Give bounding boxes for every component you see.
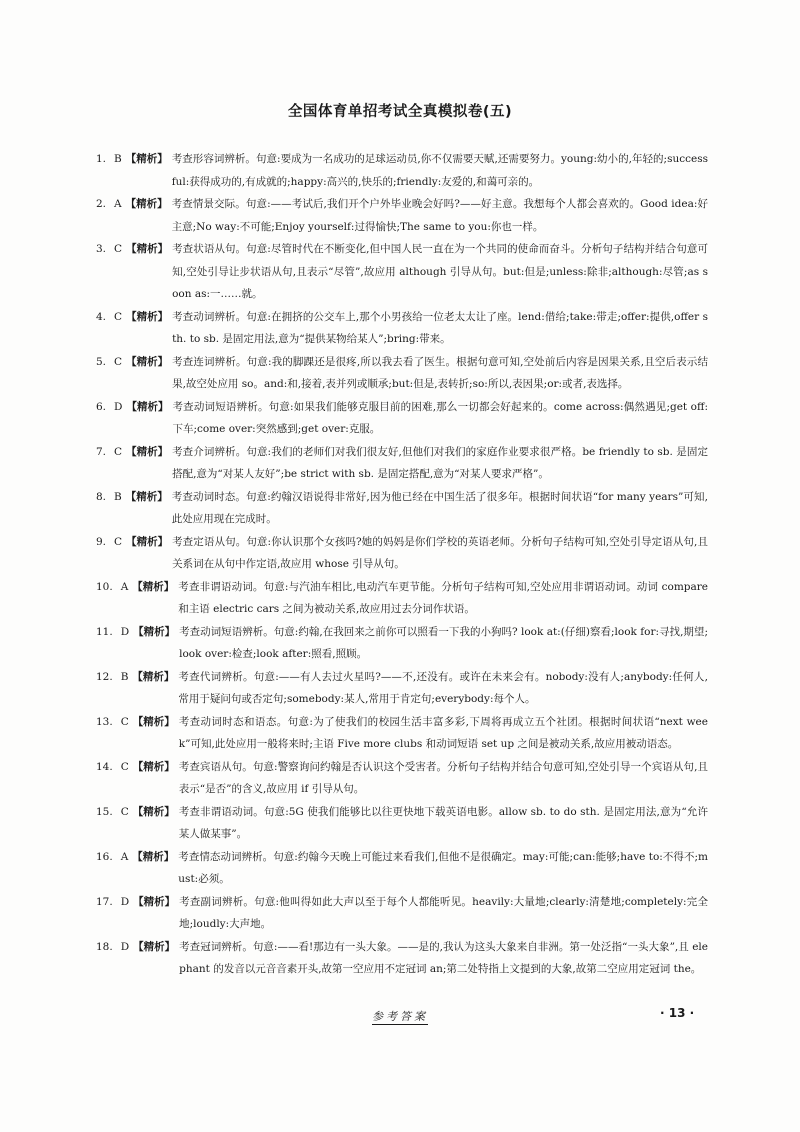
answer-item xyxy=(96,576,708,621)
answer-key: B xyxy=(114,153,122,165)
analysis-tag: 【精析】 xyxy=(132,715,175,728)
answer-number xyxy=(96,801,175,824)
answer-number xyxy=(96,396,168,419)
answer-number xyxy=(96,621,175,644)
answer-key: C xyxy=(114,243,123,255)
analysis-text: 考查形容词辨析。句意:要成为一名成功的足球运动员,你不仅需要天赋,还需要努力。young:幼小的,年轻的;successful:获得成功的,有成就的;happy:高兴的,快乐的;friendly:友爱的,和蔼可亲的。 xyxy=(171,153,708,188)
answer-key: A xyxy=(120,850,129,863)
answer-item xyxy=(96,801,708,846)
question-number: 9. xyxy=(96,535,107,548)
analysis-tag: 【精析】 xyxy=(126,355,169,368)
answer-number xyxy=(96,441,168,464)
document-title: 全国体育单招考试全真模拟卷(五) xyxy=(287,104,513,120)
analysis-text: 考查定语从句。句意:你认识那个女孩吗?她的妈妈是你们学校的英语老师。分析句子结构可知,空处引导定语从句,且关系词在从句中作定语,故应用 whose 引导从句。 xyxy=(172,535,708,570)
answer-key: D xyxy=(120,895,130,908)
answer-number xyxy=(96,351,168,374)
answer-item xyxy=(96,846,708,891)
analysis-tag: 【精析】 xyxy=(125,153,168,165)
answer-key: A xyxy=(114,198,122,210)
answer-number xyxy=(96,846,174,869)
analysis-text: 考查非谓语动词。句意:5G 使我们能够比以往更快地下载英语电影。allow sb. to do sth. 是固定用法,意为“允许某人做某事”。 xyxy=(178,805,708,840)
answer-number xyxy=(96,238,168,261)
question-number: 13. xyxy=(96,715,113,728)
analysis-text: 考查连词辨析。句意:我的脚踝还是很疼,所以我去看了医生。根据句意可知,空处前后内容是因果关系,且空后表示结果,故空处应用 so。and:和,接着,表并列或顺承;but:但是,表转折;so:所以,表因果;or:或者,表选择。 xyxy=(172,355,708,390)
question-number: 7. xyxy=(96,445,107,458)
analysis-text: 考查副词辨析。句意:他叫得如此大声以至于每个人都能听见。heavily:大量地;clearly:清楚地;completely:完全地;loudly:大声地。 xyxy=(179,895,708,930)
question-number: 2. xyxy=(96,198,107,210)
answer-key: B xyxy=(120,670,129,683)
analysis-tag: 【精析】 xyxy=(125,198,168,210)
analysis-tag: 【精析】 xyxy=(133,625,176,638)
analysis-text: 考查动词时态。句意:约翰汉语说得非常好,因为他已经在中国生活了很多年。根据时间状语“for many years”可知,此处应用现在完成时。 xyxy=(171,490,708,525)
answer-number xyxy=(96,486,168,509)
answer-item xyxy=(96,486,708,531)
question-number: 11. xyxy=(96,625,113,638)
answer-key: A xyxy=(120,580,129,593)
question-number: 1. xyxy=(96,153,107,165)
answer-key: C xyxy=(114,310,123,323)
analysis-text: 考查冠词辨析。句意:——看!那边有一头大象。——是的,我认为这头大象来自非洲。第一处泛指“一头大象”,且 elephant 的发音以元音音素开头,故第一空应用不定冠词 an;第二处特指上文提到的大象,故第二空应用定冠词 the。 xyxy=(179,940,708,975)
answer-key: C xyxy=(120,715,129,728)
analysis-tag: 【精析】 xyxy=(125,490,168,503)
answer-item xyxy=(96,238,708,306)
analysis-tag: 【精析】 xyxy=(132,580,175,593)
answer-key: C xyxy=(114,445,123,458)
analysis-tag: 【精析】 xyxy=(126,535,169,548)
analysis-text: 考查动词辨析。句意:在拥挤的公交车上,那个小男孩给一位老太太让了座。lend:借给;take:带走;offer:提供,offer sth. to sb. 是固定用法,意为“提供某物给某人”;bring:带来。 xyxy=(172,310,708,345)
answer-key: B xyxy=(114,490,122,503)
analysis-tag: 【精析】 xyxy=(126,445,169,458)
analysis-tag: 【精析】 xyxy=(132,850,175,863)
answer-key: C xyxy=(114,355,123,368)
answer-number xyxy=(96,936,175,959)
answer-key: D xyxy=(120,625,130,638)
answer-key: D xyxy=(114,400,123,413)
analysis-text: 考查代词辨析。句意:——有人去过火星吗?——不,还没有。或许在未来会有。nobody:没有人;anybody:任何人,常用于疑问句或否定句;somebody:某人,常用于肯定句;everybody:每个人。 xyxy=(178,670,708,705)
answer-number xyxy=(96,576,174,599)
analysis-text: 考查动词短语辨析。句意:约翰,在我回来之前你可以照看一下我的小狗吗? look at:(仔细)察看;look for:寻找,期望;look over:检查;look after:照看,照顾。 xyxy=(179,625,708,660)
answer-item xyxy=(96,306,708,351)
answer-item xyxy=(96,666,708,711)
analysis-text: 考查动词时态和语态。句意:为了使我们的校园生活丰富多彩,下周将再成立五个社团。根据时间状语“next week”可知,此处应用一般将来时;主语 Five more clubs 和动词短语 set up 之间是被动关系,故应用被动语态。 xyxy=(178,715,708,750)
answer-number xyxy=(96,306,168,329)
question-number: 5. xyxy=(96,355,107,368)
answer-item xyxy=(96,756,708,801)
analysis-tag: 【精析】 xyxy=(133,895,176,908)
answer-number xyxy=(96,666,174,689)
analysis-tag: 【精析】 xyxy=(126,243,169,255)
answer-item xyxy=(96,396,708,441)
analysis-text: 考查介词辨析。句意:我们的老师们对我们很友好,但他们对我们的家庭作业要求很严格。be friendly to sb. 是固定搭配,意为“对某人友好”;be strict with sb. 是固定搭配,意为“对某人要求严格”。 xyxy=(172,445,708,480)
analysis-text: 考查情态动词辨析。句意:约翰今天晚上可能过来看我们,但他不是很确定。may:可能;can:能够;have to:不得不;must:必须。 xyxy=(178,850,708,885)
answer-number xyxy=(96,711,175,734)
question-number: 4. xyxy=(96,310,107,323)
answer-number xyxy=(96,193,168,216)
analysis-tag: 【精析】 xyxy=(132,760,175,773)
analysis-text: 考查非谓语动词。句意:与汽油车相比,电动汽车更节能。分析句子结构可知,空处应用非谓语动词。动词 compare 和主语 electric cars 之间为被动关系,故应用过去分词作状语。 xyxy=(178,580,708,615)
analysis-text: 考查动词短语辨析。句意:如果我们能够克服目前的困难,那么一切都会好起来的。come across:偶然遇见;get off:下车;come over:突然感到;get over:克服。 xyxy=(172,400,708,435)
answer-number xyxy=(96,891,175,914)
answer-item xyxy=(96,441,708,486)
answer-item xyxy=(96,148,708,193)
answer-item xyxy=(96,531,708,576)
answer-key: C xyxy=(114,535,123,548)
question-number: 17. xyxy=(96,895,113,908)
answer-key: C xyxy=(120,760,129,773)
question-number: 16. xyxy=(96,850,113,863)
question-number: 6. xyxy=(96,400,107,413)
answer-number xyxy=(96,756,175,779)
question-number: 15. xyxy=(96,805,113,818)
answer-item xyxy=(96,621,708,666)
answer-item xyxy=(96,351,708,396)
question-number: 3. xyxy=(96,243,107,255)
answer-key: C xyxy=(120,805,129,818)
question-number: 8. xyxy=(96,490,107,503)
answer-item xyxy=(96,711,708,756)
analysis-tag: 【精析】 xyxy=(132,805,175,818)
analysis-text: 考查宾语从句。句意:警察询问约翰是否认识这个受害者。分析句子结构并结合句意可知,空处引导一个宾语从句,且表示“是否”的含义,故应用 if 引导从句。 xyxy=(178,760,708,795)
analysis-tag: 【精析】 xyxy=(126,400,169,413)
question-number: 14. xyxy=(96,760,113,773)
question-number: 18. xyxy=(96,940,113,953)
question-number: 12. xyxy=(96,670,113,683)
answer-list xyxy=(96,148,708,981)
analysis-tag: 【精析】 xyxy=(132,670,175,683)
answer-item xyxy=(96,936,708,981)
answer-key: D xyxy=(120,940,130,953)
question-number: 10. xyxy=(96,580,113,593)
page-number: · 13 · xyxy=(660,1006,695,1020)
answer-item xyxy=(96,891,708,936)
answer-item xyxy=(96,193,708,238)
answer-number xyxy=(96,531,168,554)
answer-number xyxy=(96,148,168,171)
analysis-text: 考查状语从句。句意:尽管时代在不断变化,但中国人民一直在为一个共同的使命而奋斗。分析句子结构并结合句意可知,空处引导让步状语从句,且表示“尽管”,故应用 although 引导从句。but:但是;unless:除非;although:尽管;as soon as:一……就。 xyxy=(172,243,708,300)
analysis-tag: 【精析】 xyxy=(133,940,176,953)
footer-label-text: 参考答案 xyxy=(372,1010,428,1023)
analysis-tag: 【精析】 xyxy=(126,310,169,323)
analysis-text: 考查情景交际。句意:——考试后,我们开个户外毕业晚会好吗?——好主意。我想每个人都会喜欢的。Good idea:好主意;No way:不可能;Enjoy yourself:过得愉快;The same to you:你也一样。 xyxy=(171,198,708,233)
